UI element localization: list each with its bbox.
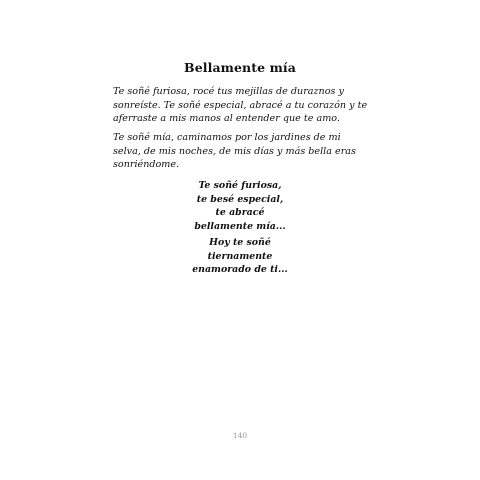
verse-line: Te soñé furiosa,: [198, 180, 282, 191]
verse-line: enamorado de ti...: [192, 264, 288, 276]
prose-line: sonreíste. Te soñé especial, abracé a tu corazón y te: [113, 99, 368, 111]
poem-title: Bellamente mía: [184, 60, 296, 75]
verse-line: te abracé: [215, 207, 265, 219]
prose-line: aferraste a mis manos al entender que te amo.: [113, 113, 340, 124]
verse-line: Hoy te soñé: [209, 237, 271, 248]
verse-line: bellamente mía...: [194, 220, 286, 232]
prose-paragraph-1: [113, 85, 368, 126]
verse-line: te besé especial,: [196, 193, 284, 205]
prose-paragraph-2: [113, 131, 368, 172]
prose-line: Te soñé mía, caminamos por los jardines de mi: [113, 132, 341, 143]
prose-line: Te soñé furiosa, rocé tus mejillas de duraznos y: [113, 86, 344, 97]
verse-stanza-2: [0, 236, 480, 277]
verse-stanza-1: [0, 179, 480, 233]
prose-line: sonriéndome.: [113, 159, 180, 170]
verse-line: tiernamente: [207, 250, 273, 262]
page-number: 140: [232, 431, 248, 440]
prose-line: selva, de mis noches, de mis días y más bella eras: [113, 145, 356, 157]
